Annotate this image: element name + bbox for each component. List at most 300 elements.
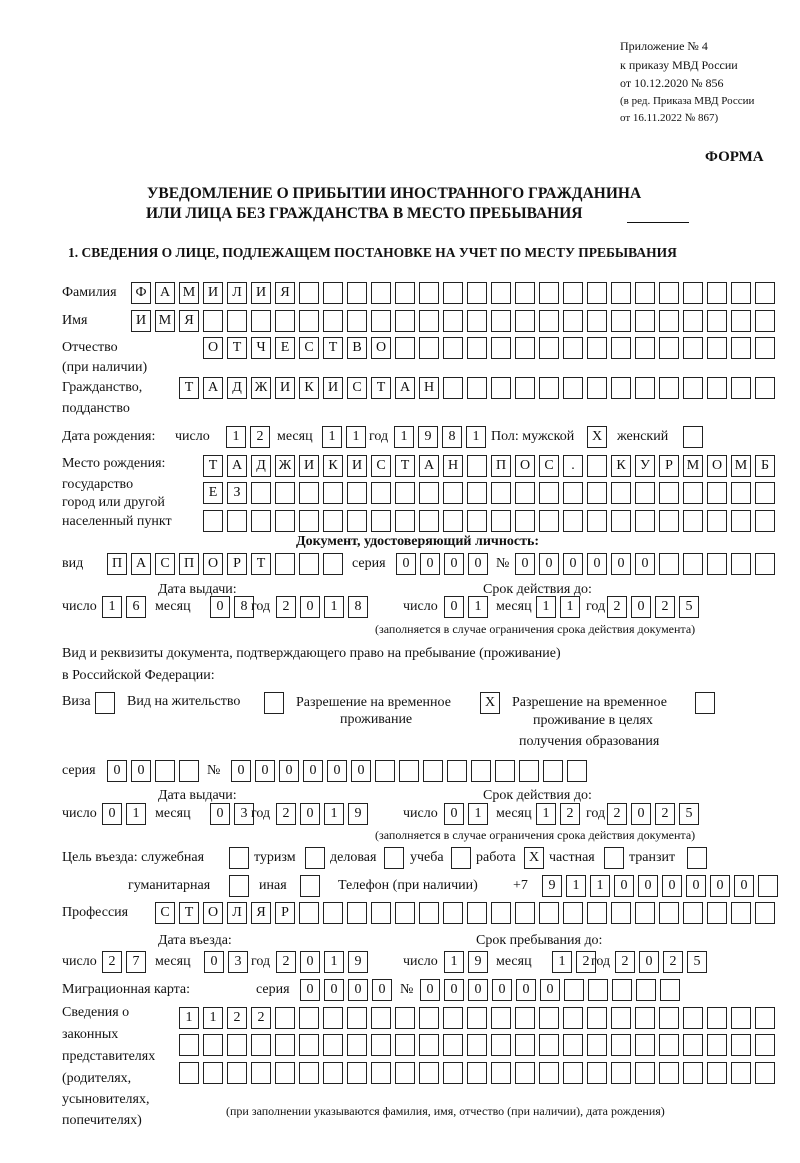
reps3-cell[interactable]	[611, 1062, 631, 1084]
permit-number-cell[interactable]	[543, 760, 563, 782]
birth-place1-cell[interactable]: О	[707, 455, 727, 477]
permit-issue-day-cell[interactable]: 0	[102, 803, 122, 825]
permit-valid-month-cell[interactable]: 2	[560, 803, 580, 825]
sex-male-checkbox[interactable]: X	[587, 426, 607, 448]
citizenship-cell[interactable]: Н	[419, 377, 439, 399]
doc-kind-cell[interactable]: А	[131, 553, 151, 575]
citizenship-cell[interactable]	[755, 377, 775, 399]
birth-day-cell[interactable]: 1	[226, 426, 246, 448]
reps3-cell[interactable]	[347, 1062, 367, 1084]
birth-place1-cell[interactable]: С	[539, 455, 559, 477]
doc-kind-cell[interactable]	[299, 553, 319, 575]
doc-number-cell[interactable]: 0	[587, 553, 607, 575]
reps3-cell[interactable]	[371, 1062, 391, 1084]
reps3-cell[interactable]	[251, 1062, 271, 1084]
reps2-cell[interactable]	[443, 1034, 463, 1056]
profession-cell[interactable]	[731, 902, 751, 924]
reps3-cell[interactable]	[467, 1062, 487, 1084]
doc-kind-cell[interactable]: Т	[251, 553, 271, 575]
entry-year-cell[interactable]: 2	[276, 951, 296, 973]
reps2-cell[interactable]	[347, 1034, 367, 1056]
name-cell[interactable]	[539, 310, 559, 332]
reps2-cell[interactable]	[323, 1034, 343, 1056]
entry-year-cell[interactable]: 9	[348, 951, 368, 973]
patronymic-cell[interactable]	[707, 337, 727, 359]
reps3-cell[interactable]	[443, 1062, 463, 1084]
profession-cell[interactable]	[443, 902, 463, 924]
permit-issue-year-cell[interactable]: 1	[324, 803, 344, 825]
phone-cell[interactable]: 0	[710, 875, 730, 897]
permit-issue-year-cell[interactable]: 2	[276, 803, 296, 825]
doc-issue-day-cell[interactable]: 1	[102, 596, 122, 618]
surname-cell[interactable]	[323, 282, 343, 304]
birth-place1-cell[interactable]: К	[323, 455, 343, 477]
birth-year-cell[interactable]: 8	[442, 426, 462, 448]
reps1-cell[interactable]	[347, 1007, 367, 1029]
mc-number-cell[interactable]	[564, 979, 584, 1001]
mc-number-cell[interactable]: 0	[516, 979, 536, 1001]
birth-year-cell[interactable]: 1	[466, 426, 486, 448]
profession-cell[interactable]	[563, 902, 583, 924]
permit-number-cell[interactable]: 0	[231, 760, 251, 782]
purpose-other-checkbox[interactable]	[300, 875, 320, 897]
residence-checkbox[interactable]	[264, 692, 284, 714]
citizenship-cell[interactable]: Т	[179, 377, 199, 399]
doc-issue-year-cell[interactable]: 2	[276, 596, 296, 618]
birth-place2-cell[interactable]	[731, 482, 751, 504]
birth-place2-cell[interactable]	[635, 482, 655, 504]
reps2-cell[interactable]	[611, 1034, 631, 1056]
patronymic-cell[interactable]: Ч	[251, 337, 271, 359]
mc-series-cell[interactable]: 0	[348, 979, 368, 1001]
stay-day-cell[interactable]: 1	[444, 951, 464, 973]
permit-series-cell[interactable]	[179, 760, 199, 782]
mc-number-cell[interactable]: 0	[420, 979, 440, 1001]
birth-place1-cell[interactable]: А	[227, 455, 247, 477]
reps3-cell[interactable]	[299, 1062, 319, 1084]
doc-series-cell[interactable]: 0	[420, 553, 440, 575]
surname-cell[interactable]	[731, 282, 751, 304]
doc-series-cell[interactable]: 0	[468, 553, 488, 575]
birth-place3-cell[interactable]	[251, 510, 271, 532]
reps3-cell[interactable]	[419, 1062, 439, 1084]
name-cell[interactable]	[731, 310, 751, 332]
citizenship-cell[interactable]: Д	[227, 377, 247, 399]
patronymic-cell[interactable]	[635, 337, 655, 359]
name-cell[interactable]	[491, 310, 511, 332]
doc-issue-year-cell[interactable]: 8	[348, 596, 368, 618]
birth-place2-cell[interactable]	[587, 482, 607, 504]
citizenship-cell[interactable]: К	[299, 377, 319, 399]
reps1-cell[interactable]	[611, 1007, 631, 1029]
patronymic-cell[interactable]	[539, 337, 559, 359]
surname-cell[interactable]	[443, 282, 463, 304]
reps1-cell[interactable]	[707, 1007, 727, 1029]
doc-number-cell[interactable]: 0	[635, 553, 655, 575]
birth-place1-cell[interactable]: О	[515, 455, 535, 477]
name-cell[interactable]	[203, 310, 223, 332]
birth-place2-cell[interactable]: З	[227, 482, 247, 504]
reps1-cell[interactable]	[467, 1007, 487, 1029]
reps1-cell[interactable]	[323, 1007, 343, 1029]
name-cell[interactable]	[707, 310, 727, 332]
name-cell[interactable]	[563, 310, 583, 332]
citizenship-cell[interactable]: И	[275, 377, 295, 399]
doc-valid-year-cell[interactable]: 5	[679, 596, 699, 618]
birth-place3-cell[interactable]	[419, 510, 439, 532]
visa-checkbox[interactable]	[95, 692, 115, 714]
name-cell[interactable]	[251, 310, 271, 332]
doc-number-cell[interactable]	[659, 553, 679, 575]
citizenship-cell[interactable]	[683, 377, 703, 399]
purpose-business-checkbox[interactable]	[384, 847, 404, 869]
name-cell[interactable]	[371, 310, 391, 332]
name-cell[interactable]	[227, 310, 247, 332]
doc-kind-cell[interactable]: П	[179, 553, 199, 575]
citizenship-cell[interactable]	[707, 377, 727, 399]
birth-place1-cell[interactable]: .	[563, 455, 583, 477]
patronymic-cell[interactable]	[683, 337, 703, 359]
entry-year-cell[interactable]: 1	[324, 951, 344, 973]
citizenship-cell[interactable]	[491, 377, 511, 399]
reps3-cell[interactable]	[587, 1062, 607, 1084]
reps1-cell[interactable]	[587, 1007, 607, 1029]
reps3-cell[interactable]	[491, 1062, 511, 1084]
doc-valid-day-cell[interactable]: 0	[444, 596, 464, 618]
name-cell[interactable]	[755, 310, 775, 332]
surname-cell[interactable]	[683, 282, 703, 304]
profession-cell[interactable]	[635, 902, 655, 924]
doc-issue-day-cell[interactable]: 6	[126, 596, 146, 618]
profession-cell[interactable]	[659, 902, 679, 924]
stay-year-cell[interactable]: 0	[639, 951, 659, 973]
reps1-cell[interactable]	[635, 1007, 655, 1029]
birth-place3-cell[interactable]	[563, 510, 583, 532]
mc-number-cell[interactable]: 0	[540, 979, 560, 1001]
surname-cell[interactable]	[563, 282, 583, 304]
permit-number-cell[interactable]: 0	[279, 760, 299, 782]
name-cell[interactable]	[419, 310, 439, 332]
birth-place2-cell[interactable]	[707, 482, 727, 504]
name-cell[interactable]: Я	[179, 310, 199, 332]
surname-cell[interactable]: И	[203, 282, 223, 304]
patronymic-cell[interactable]	[443, 337, 463, 359]
reps2-cell[interactable]	[299, 1034, 319, 1056]
birth-place3-cell[interactable]	[203, 510, 223, 532]
patronymic-cell[interactable]	[755, 337, 775, 359]
doc-issue-month-cell[interactable]: 8	[234, 596, 254, 618]
surname-cell[interactable]	[395, 282, 415, 304]
phone-cell[interactable]: 0	[734, 875, 754, 897]
birth-place2-cell[interactable]	[683, 482, 703, 504]
doc-kind-cell[interactable]: О	[203, 553, 223, 575]
reps2-cell[interactable]	[275, 1034, 295, 1056]
mc-series-cell[interactable]: 0	[300, 979, 320, 1001]
reps1-cell[interactable]: 2	[251, 1007, 271, 1029]
permit-number-cell[interactable]	[519, 760, 539, 782]
profession-cell[interactable]: Л	[227, 902, 247, 924]
permit-issue-year-cell[interactable]: 0	[300, 803, 320, 825]
name-cell[interactable]	[515, 310, 535, 332]
citizenship-cell[interactable]	[443, 377, 463, 399]
surname-cell[interactable]	[419, 282, 439, 304]
citizenship-cell[interactable]	[539, 377, 559, 399]
patronymic-cell[interactable]	[515, 337, 535, 359]
patronymic-cell[interactable]: Е	[275, 337, 295, 359]
profession-cell[interactable]	[371, 902, 391, 924]
reps1-cell[interactable]	[659, 1007, 679, 1029]
birth-place1-cell[interactable]: Д	[251, 455, 271, 477]
citizenship-cell[interactable]	[563, 377, 583, 399]
profession-cell[interactable]: С	[155, 902, 175, 924]
doc-kind-cell[interactable]: П	[107, 553, 127, 575]
birth-place3-cell[interactable]	[491, 510, 511, 532]
permit-number-cell[interactable]	[471, 760, 491, 782]
profession-cell[interactable]	[347, 902, 367, 924]
reps2-cell[interactable]	[395, 1034, 415, 1056]
birth-place3-cell[interactable]	[731, 510, 751, 532]
birth-place3-cell[interactable]	[611, 510, 631, 532]
doc-kind-cell[interactable]: Р	[227, 553, 247, 575]
doc-number-cell[interactable]	[731, 553, 751, 575]
surname-cell[interactable]: Ф	[131, 282, 151, 304]
surname-cell[interactable]	[635, 282, 655, 304]
profession-cell[interactable]	[419, 902, 439, 924]
name-cell[interactable]	[323, 310, 343, 332]
mc-number-cell[interactable]	[612, 979, 632, 1001]
reps2-cell[interactable]	[227, 1034, 247, 1056]
reps1-cell[interactable]	[539, 1007, 559, 1029]
surname-cell[interactable]	[347, 282, 367, 304]
reps1-cell[interactable]: 2	[227, 1007, 247, 1029]
purpose-service-checkbox[interactable]	[229, 847, 249, 869]
birth-place2-cell[interactable]	[659, 482, 679, 504]
birth-place3-cell[interactable]	[539, 510, 559, 532]
reps2-cell[interactable]	[659, 1034, 679, 1056]
entry-month-cell[interactable]: 3	[228, 951, 248, 973]
birth-place3-cell[interactable]	[275, 510, 295, 532]
birth-place3-cell[interactable]	[755, 510, 775, 532]
patronymic-cell[interactable]: Т	[323, 337, 343, 359]
name-cell[interactable]	[587, 310, 607, 332]
citizenship-cell[interactable]: А	[395, 377, 415, 399]
mc-number-cell[interactable]: 0	[492, 979, 512, 1001]
birth-place3-cell[interactable]	[707, 510, 727, 532]
permit-number-cell[interactable]	[495, 760, 515, 782]
reps3-cell[interactable]	[227, 1062, 247, 1084]
mc-number-cell[interactable]	[660, 979, 680, 1001]
permit-number-cell[interactable]: 0	[255, 760, 275, 782]
birth-place3-cell[interactable]	[683, 510, 703, 532]
reps2-cell[interactable]	[371, 1034, 391, 1056]
birth-place2-cell[interactable]	[395, 482, 415, 504]
reps3-cell[interactable]	[515, 1062, 535, 1084]
citizenship-cell[interactable]: Ж	[251, 377, 271, 399]
permit-number-cell[interactable]	[399, 760, 419, 782]
profession-cell[interactable]	[755, 902, 775, 924]
surname-cell[interactable]	[755, 282, 775, 304]
permit-valid-year-cell[interactable]: 5	[679, 803, 699, 825]
permit-number-cell[interactable]: 0	[303, 760, 323, 782]
surname-cell[interactable]	[491, 282, 511, 304]
entry-day-cell[interactable]: 2	[102, 951, 122, 973]
phone-cell[interactable]: 1	[590, 875, 610, 897]
permit-number-cell[interactable]	[447, 760, 467, 782]
surname-cell[interactable]	[539, 282, 559, 304]
birth-place1-cell[interactable]: Т	[395, 455, 415, 477]
reps2-cell[interactable]	[539, 1034, 559, 1056]
doc-valid-year-cell[interactable]: 2	[607, 596, 627, 618]
doc-valid-month-cell[interactable]: 1	[560, 596, 580, 618]
name-cell[interactable]: И	[131, 310, 151, 332]
reps3-cell[interactable]	[395, 1062, 415, 1084]
reps1-cell[interactable]	[683, 1007, 703, 1029]
reps3-cell[interactable]	[731, 1062, 751, 1084]
doc-valid-year-cell[interactable]: 0	[631, 596, 651, 618]
patronymic-cell[interactable]	[491, 337, 511, 359]
name-cell[interactable]	[443, 310, 463, 332]
patronymic-cell[interactable]	[467, 337, 487, 359]
birth-year-cell[interactable]: 1	[394, 426, 414, 448]
birth-place3-cell[interactable]	[323, 510, 343, 532]
phone-cell[interactable]: 0	[638, 875, 658, 897]
reps2-cell[interactable]	[203, 1034, 223, 1056]
temp-edu-checkbox[interactable]	[695, 692, 715, 714]
profession-cell[interactable]	[611, 902, 631, 924]
reps1-cell[interactable]	[395, 1007, 415, 1029]
doc-valid-month-cell[interactable]: 1	[536, 596, 556, 618]
mc-series-cell[interactable]: 0	[372, 979, 392, 1001]
reps1-cell[interactable]	[275, 1007, 295, 1029]
name-cell[interactable]	[467, 310, 487, 332]
phone-cell[interactable]	[758, 875, 778, 897]
reps1-cell[interactable]	[731, 1007, 751, 1029]
surname-cell[interactable]: Я	[275, 282, 295, 304]
birth-place2-cell[interactable]	[515, 482, 535, 504]
reps3-cell[interactable]	[683, 1062, 703, 1084]
permit-issue-day-cell[interactable]: 1	[126, 803, 146, 825]
doc-valid-day-cell[interactable]: 1	[468, 596, 488, 618]
citizenship-cell[interactable]: С	[347, 377, 367, 399]
temp-residence-checkbox[interactable]: X	[480, 692, 500, 714]
birth-place1-cell[interactable]	[467, 455, 487, 477]
birth-place3-cell[interactable]	[395, 510, 415, 532]
doc-number-cell[interactable]: 0	[563, 553, 583, 575]
permit-series-cell[interactable]: 0	[107, 760, 127, 782]
birth-place3-cell[interactable]	[635, 510, 655, 532]
phone-cell[interactable]: 0	[686, 875, 706, 897]
birth-place2-cell[interactable]	[419, 482, 439, 504]
permit-number-cell[interactable]: 0	[327, 760, 347, 782]
birth-place1-cell[interactable]: Ж	[275, 455, 295, 477]
surname-cell[interactable]: Л	[227, 282, 247, 304]
patronymic-cell[interactable]: Т	[227, 337, 247, 359]
profession-cell[interactable]: Я	[251, 902, 271, 924]
profession-cell[interactable]	[707, 902, 727, 924]
stay-year-cell[interactable]: 2	[615, 951, 635, 973]
birth-place1-cell[interactable]: А	[419, 455, 439, 477]
patronymic-cell[interactable]	[731, 337, 751, 359]
birth-place2-cell[interactable]	[611, 482, 631, 504]
doc-issue-month-cell[interactable]: 0	[210, 596, 230, 618]
name-cell[interactable]	[347, 310, 367, 332]
doc-kind-cell[interactable]	[275, 553, 295, 575]
birth-place3-cell[interactable]	[467, 510, 487, 532]
birth-place1-cell[interactable]: Н	[443, 455, 463, 477]
citizenship-cell[interactable]	[659, 377, 679, 399]
reps2-cell[interactable]	[587, 1034, 607, 1056]
permit-valid-day-cell[interactable]: 1	[468, 803, 488, 825]
reps1-cell[interactable]	[419, 1007, 439, 1029]
patronymic-cell[interactable]	[587, 337, 607, 359]
birth-place2-cell[interactable]	[467, 482, 487, 504]
citizenship-cell[interactable]	[515, 377, 535, 399]
permit-series-cell[interactable]	[155, 760, 175, 782]
name-cell[interactable]	[275, 310, 295, 332]
reps1-cell[interactable]	[371, 1007, 391, 1029]
stay-month-cell[interactable]: 1	[552, 951, 572, 973]
reps2-cell[interactable]	[491, 1034, 511, 1056]
birth-place3-cell[interactable]	[227, 510, 247, 532]
citizenship-cell[interactable]	[611, 377, 631, 399]
sex-female-checkbox[interactable]	[683, 426, 703, 448]
birth-place1-cell[interactable]: Р	[659, 455, 679, 477]
birth-place3-cell[interactable]	[443, 510, 463, 532]
profession-cell[interactable]	[299, 902, 319, 924]
name-cell[interactable]	[395, 310, 415, 332]
reps3-cell[interactable]	[323, 1062, 343, 1084]
entry-month-cell[interactable]: 0	[204, 951, 224, 973]
reps3-cell[interactable]	[635, 1062, 655, 1084]
name-cell[interactable]: М	[155, 310, 175, 332]
birth-place1-cell[interactable]: П	[491, 455, 511, 477]
patronymic-cell[interactable]: О	[371, 337, 391, 359]
mc-series-cell[interactable]: 0	[324, 979, 344, 1001]
birth-place3-cell[interactable]	[587, 510, 607, 532]
doc-number-cell[interactable]	[755, 553, 775, 575]
reps3-cell[interactable]	[203, 1062, 223, 1084]
doc-valid-year-cell[interactable]: 2	[655, 596, 675, 618]
citizenship-cell[interactable]: Т	[371, 377, 391, 399]
purpose-humanitarian-checkbox[interactable]	[229, 875, 249, 897]
doc-number-cell[interactable]: 0	[611, 553, 631, 575]
birth-place1-cell[interactable]: Т	[203, 455, 223, 477]
surname-cell[interactable]	[515, 282, 535, 304]
reps3-cell[interactable]	[539, 1062, 559, 1084]
patronymic-cell[interactable]	[611, 337, 631, 359]
birth-place1-cell[interactable]: И	[299, 455, 319, 477]
purpose-transit-checkbox[interactable]	[687, 847, 707, 869]
birth-place3-cell[interactable]	[371, 510, 391, 532]
birth-place2-cell[interactable]	[251, 482, 271, 504]
reps3-cell[interactable]	[275, 1062, 295, 1084]
reps1-cell[interactable]	[491, 1007, 511, 1029]
reps1-cell[interactable]	[755, 1007, 775, 1029]
entry-year-cell[interactable]: 0	[300, 951, 320, 973]
surname-cell[interactable]	[659, 282, 679, 304]
patronymic-cell[interactable]	[419, 337, 439, 359]
doc-kind-cell[interactable]	[323, 553, 343, 575]
surname-cell[interactable]	[467, 282, 487, 304]
permit-issue-year-cell[interactable]: 9	[348, 803, 368, 825]
reps1-cell[interactable]	[299, 1007, 319, 1029]
permit-number-cell[interactable]	[567, 760, 587, 782]
citizenship-cell[interactable]	[587, 377, 607, 399]
profession-cell[interactable]	[395, 902, 415, 924]
citizenship-cell[interactable]	[731, 377, 751, 399]
reps2-cell[interactable]	[755, 1034, 775, 1056]
birth-place1-cell[interactable]: И	[347, 455, 367, 477]
